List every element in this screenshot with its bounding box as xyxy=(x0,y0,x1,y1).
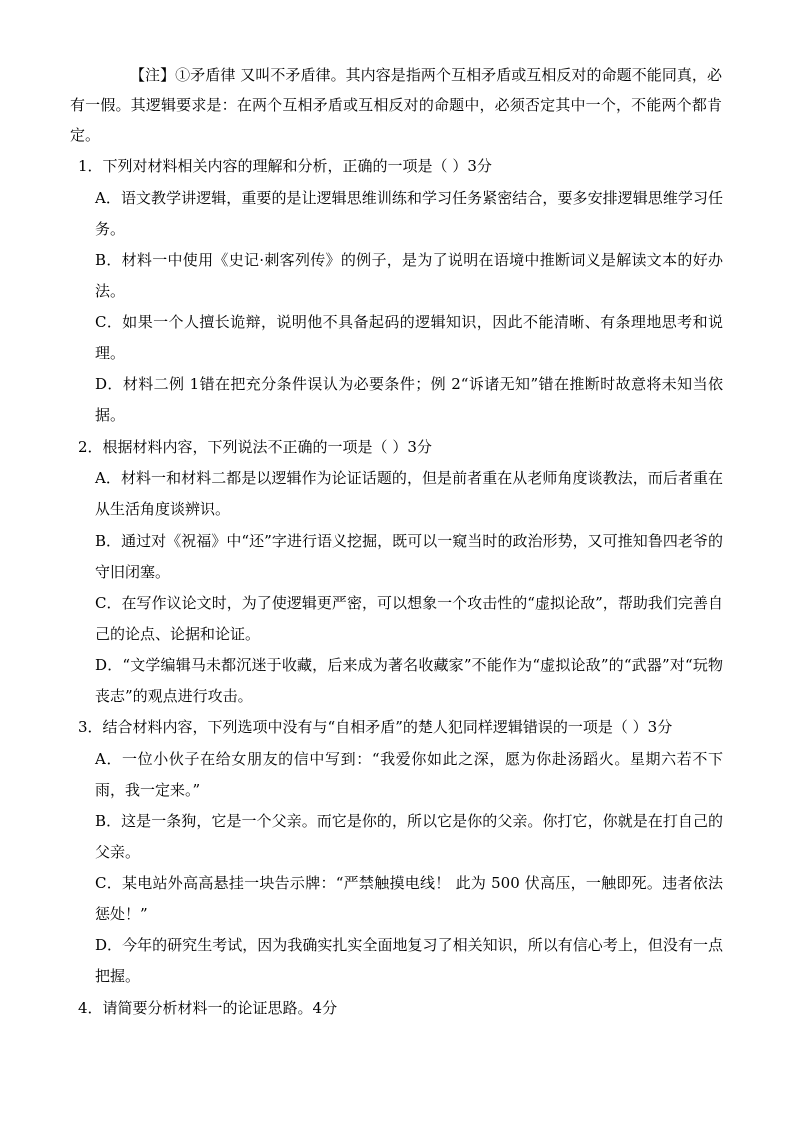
question-2-stem: 2．根据材料内容，下列说法不正确的一项是（ ）3分 xyxy=(78,438,432,456)
question-3-option-b: B．这是一条狗，它是一个父亲。而它是你的，所以它是你的父亲。你打它，你就是在打自己的父亲。 xyxy=(95,812,723,861)
question-2-option-d: D．“文学编辑马未都沉迷于收藏，后来成为著名收藏家”不能作为“虚拟论敌”的“武器”对“玩物丧志”的观点进行攻击。 xyxy=(95,656,723,705)
question-4-stem: 4．请简要分析材料一的论证思路。4分 xyxy=(78,999,338,1017)
question-1-option-d: D．材料二例 1错在把充分条件误认为必要条件；例 2“诉诸无知”错在推断时故意将未知当依据。 xyxy=(95,375,723,424)
question-3-option-c: C．某电站外高高悬挂一块告示牌：“严禁触摸电线！ 此为 500 伏高压，一触即死。违者依法惩处！” xyxy=(95,874,723,923)
note-paragraph: 【注】①矛盾律 又叫不矛盾律。其内容是指两个互相矛盾或互相反对的命题不能同真，必有一假。其逻辑要求是：在两个互相矛盾或互相反对的命题中，必须否定其中一个，不能两个都肯定。 xyxy=(70,66,722,144)
question-1-option-a: A．语文教学讲逻辑，重要的是让逻辑思维训练和学习任务紧密结合，要多安排逻辑思维学习任务。 xyxy=(95,189,723,238)
question-1-option-c: C．如果一个人擅长诡辩，说明他不具备起码的逻辑知识，因此不能清晰、有条理地思考和说理。 xyxy=(95,313,723,362)
question-3-option-a: A．一位小伙子在给女朋友的信中写到：“我爱你如此之深，愿为你赴汤蹈火。星期六若不下雨，我一定来。” xyxy=(95,750,723,799)
question-2-option-c: C．在写作议论文时，为了使逻辑更严密，可以想象一个攻击性的“虚拟论敌”，帮助我们完善自己的论点、论据和论证。 xyxy=(95,594,723,643)
question-1-stem: 1．下列对材料相关内容的理解和分析，正确的一项是（ ）3分 xyxy=(78,157,492,175)
question-3-stem: 3．结合材料内容，下列选项中没有与“自相矛盾”的楚人犯同样逻辑错误的一项是（ ）3分 xyxy=(78,718,673,736)
question-2-option-b: B．通过对《祝福》中“还”字进行语义挖掘，既可以一窥当时的政治形势，又可推知鲁四老爷的守旧闭塞。 xyxy=(95,532,723,581)
question-3-option-d: D．今年的研究生考试，因为我确实扎实全面地复习了相关知识，所以有信心考上，但没有一点把握。 xyxy=(95,936,723,985)
question-2-option-a: A．材料一和材料二都是以逻辑作为论证话题的，但是前者重在从老师角度谈教法，而后者重在从生活角度谈辨识。 xyxy=(95,469,723,518)
question-1-option-b: B．材料一中使用《史记·刺客列传》的例子，是为了说明在语境中推断词义是解读文本的好办法。 xyxy=(95,251,723,300)
